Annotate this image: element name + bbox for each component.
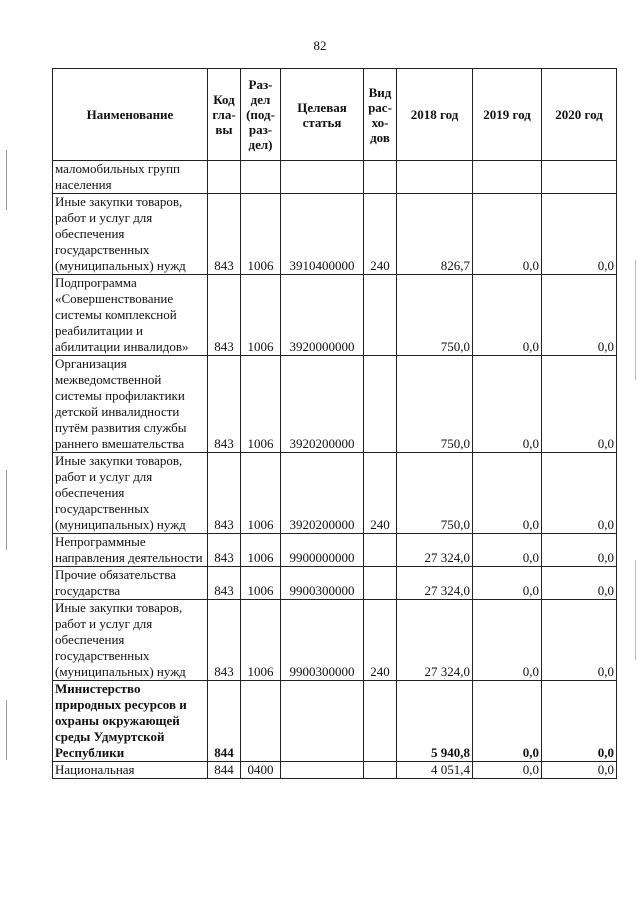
page-number: 82 bbox=[313, 38, 327, 53]
row-statya: 9900000000 bbox=[281, 534, 364, 567]
row-2019: 0,0 bbox=[473, 194, 542, 275]
row-name: Иные закупки товаров, работ и услуг для обеспечения государственных (муниципальных) нужд bbox=[53, 453, 208, 534]
row-razdel: 1006 bbox=[241, 600, 281, 681]
row-2020: 0,0 bbox=[542, 681, 617, 762]
row-statya: 3920000000 bbox=[281, 275, 364, 356]
table-row bbox=[53, 453, 617, 534]
row-statya bbox=[281, 762, 364, 779]
row-2018: 27 324,0 bbox=[397, 567, 473, 600]
row-kod bbox=[208, 161, 241, 194]
row-kod: 843 bbox=[208, 275, 241, 356]
row-vid: 240 bbox=[364, 600, 397, 681]
row-vid bbox=[364, 762, 397, 779]
row-statya bbox=[281, 681, 364, 762]
row-2020: 0,0 bbox=[542, 194, 617, 275]
row-statya: 9900300000 bbox=[281, 600, 364, 681]
table-row bbox=[53, 356, 617, 453]
row-2019: 0,0 bbox=[473, 534, 542, 567]
row-2020: 0,0 bbox=[542, 356, 617, 453]
header-razdel: Раз- дел (под- раз- дел) bbox=[241, 69, 281, 161]
row-kod: 843 bbox=[208, 194, 241, 275]
row-razdel: 1006 bbox=[241, 194, 281, 275]
row-razdel: 1006 bbox=[241, 356, 281, 453]
row-kod: 843 bbox=[208, 600, 241, 681]
row-razdel: 0400 bbox=[241, 762, 281, 779]
row-kod: 843 bbox=[208, 534, 241, 567]
row-razdel: 1006 bbox=[241, 453, 281, 534]
budget-table bbox=[52, 68, 617, 779]
header-2019: 2019 год bbox=[473, 69, 542, 161]
header-name: Наименование bbox=[53, 69, 208, 161]
table-header-row bbox=[53, 69, 617, 161]
row-name: Организация межведомственной системы профилактики детской инвалидности путём развития службы раннего вмешательства bbox=[53, 356, 208, 453]
row-2020: 0,0 bbox=[542, 275, 617, 356]
row-statya: 3920200000 bbox=[281, 356, 364, 453]
row-name: Непрограммные направления деятельности bbox=[53, 534, 208, 567]
row-kod: 844 bbox=[208, 762, 241, 779]
row-name: Национальная bbox=[53, 762, 208, 779]
scan-margin-mark bbox=[6, 700, 7, 760]
row-2019 bbox=[473, 161, 542, 194]
table-row bbox=[53, 681, 617, 762]
row-2018: 5 940,8 bbox=[397, 681, 473, 762]
row-2019: 0,0 bbox=[473, 762, 542, 779]
row-vid: 240 bbox=[364, 453, 397, 534]
row-2019: 0,0 bbox=[473, 356, 542, 453]
row-name: Министерство природных ресурсов и охраны окружающей среды Удмуртской Республики bbox=[53, 681, 208, 762]
row-razdel bbox=[241, 681, 281, 762]
row-2018: 27 324,0 bbox=[397, 534, 473, 567]
table-row bbox=[53, 600, 617, 681]
row-2018: 750,0 bbox=[397, 356, 473, 453]
scan-margin-mark bbox=[635, 560, 636, 660]
table-row bbox=[53, 275, 617, 356]
row-razdel: 1006 bbox=[241, 275, 281, 356]
row-2019: 0,0 bbox=[473, 681, 542, 762]
row-2020: 0,0 bbox=[542, 567, 617, 600]
row-name: Иные закупки товаров, работ и услуг для обеспечения государственных (муниципальных) нужд bbox=[53, 194, 208, 275]
row-razdel: 1006 bbox=[241, 534, 281, 567]
row-2020: 0,0 bbox=[542, 762, 617, 779]
table-row bbox=[53, 534, 617, 567]
row-2020: 0,0 bbox=[542, 453, 617, 534]
row-2019: 0,0 bbox=[473, 275, 542, 356]
row-vid bbox=[364, 534, 397, 567]
row-2018: 750,0 bbox=[397, 453, 473, 534]
row-2020 bbox=[542, 161, 617, 194]
header-2018: 2018 год bbox=[397, 69, 473, 161]
row-vid: 240 bbox=[364, 194, 397, 275]
header-2020: 2020 год bbox=[542, 69, 617, 161]
header-vid: Вид рас- хо- дов bbox=[364, 69, 397, 161]
row-name: Прочие обязательства государства bbox=[53, 567, 208, 600]
row-kod: 843 bbox=[208, 567, 241, 600]
row-kod: 843 bbox=[208, 453, 241, 534]
row-vid bbox=[364, 275, 397, 356]
row-2020: 0,0 bbox=[542, 600, 617, 681]
scan-margin-mark bbox=[6, 150, 7, 210]
scan-margin-mark bbox=[6, 470, 7, 550]
row-2018: 826,7 bbox=[397, 194, 473, 275]
table-row bbox=[53, 762, 617, 779]
row-kod: 844 bbox=[208, 681, 241, 762]
scan-margin-mark bbox=[635, 260, 636, 380]
row-2019: 0,0 bbox=[473, 600, 542, 681]
row-name: Иные закупки товаров, работ и услуг для обеспечения государственных (муниципальных) нужд bbox=[53, 600, 208, 681]
row-2019: 0,0 bbox=[473, 567, 542, 600]
row-2018: 4 051,4 bbox=[397, 762, 473, 779]
row-2019: 0,0 bbox=[473, 453, 542, 534]
table-row bbox=[53, 161, 617, 194]
row-name: маломобильных групп населения bbox=[53, 161, 208, 194]
row-2018: 750,0 bbox=[397, 275, 473, 356]
row-statya: 3910400000 bbox=[281, 194, 364, 275]
table-row bbox=[53, 194, 617, 275]
row-vid bbox=[364, 681, 397, 762]
header-statya: Целевая статья bbox=[281, 69, 364, 161]
row-2018 bbox=[397, 161, 473, 194]
row-2018: 27 324,0 bbox=[397, 600, 473, 681]
row-razdel: 1006 bbox=[241, 567, 281, 600]
row-kod: 843 bbox=[208, 356, 241, 453]
row-2020: 0,0 bbox=[542, 534, 617, 567]
table-row bbox=[53, 567, 617, 600]
row-statya: 3920200000 bbox=[281, 453, 364, 534]
row-vid bbox=[364, 356, 397, 453]
header-kod: Код гла- вы bbox=[208, 69, 241, 161]
row-vid bbox=[364, 161, 397, 194]
row-statya: 9900300000 bbox=[281, 567, 364, 600]
row-name: Подпрограмма «Совершенствование системы комплексной реабилитации и абилитации инвалидов» bbox=[53, 275, 208, 356]
row-razdel bbox=[241, 161, 281, 194]
row-statya bbox=[281, 161, 364, 194]
row-vid bbox=[364, 567, 397, 600]
